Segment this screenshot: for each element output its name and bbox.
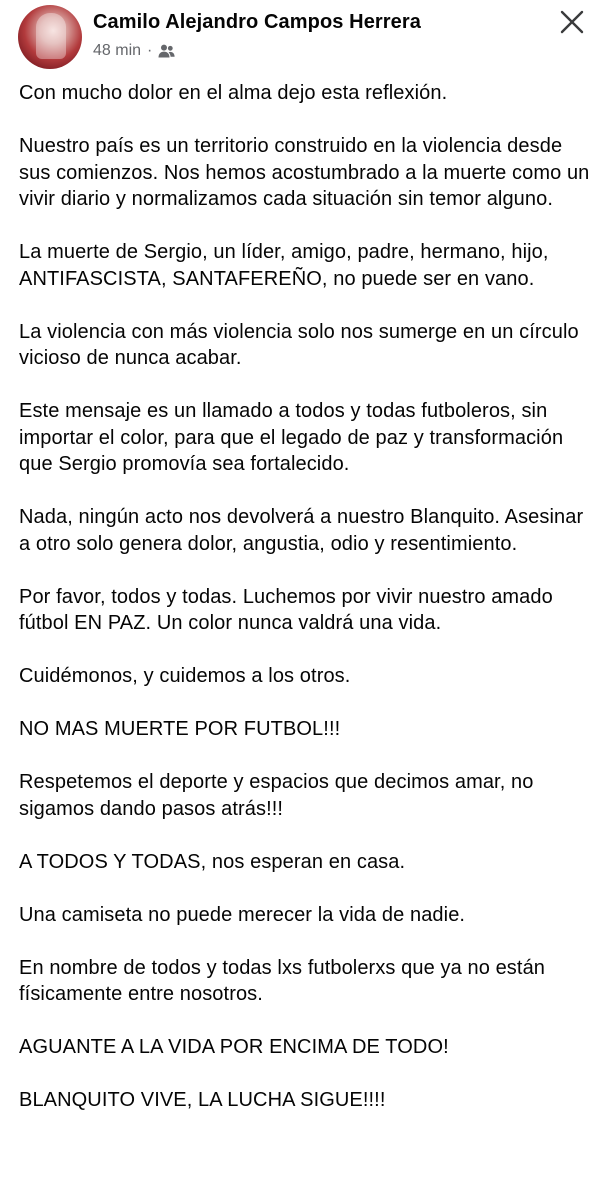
post-paragraph: AGUANTE A LA VIDA POR ENCIMA DE TODO!	[19, 1036, 449, 1058]
post-header	[0, 0, 606, 72]
post-paragraph: A TODOS Y TODAS, nos esperan en casa.	[19, 850, 406, 873]
avatar-figure	[36, 13, 66, 59]
post-paragraph: La muerte de Sergio, un líder, amigo, padre, hermano, hijo, ANTIFASCISTA, SANTAFEREÑO, no puede ser en vano.	[19, 241, 549, 290]
post-paragraph: Una camiseta no puede merecer la vida de nadie.	[19, 903, 466, 926]
post-paragraph: Este mensaje es un llamado a todos y todas futboleros, sin importar el color, para que el legado de paz y transformación que Sergio promovía sea fortalecido.	[19, 400, 564, 475]
post-paragraph: BLANQUITO VIVE, LA LUCHA SIGUE!!!!	[19, 1089, 386, 1111]
post-meta	[93, 42, 175, 60]
meta-separator: ·	[147, 42, 153, 59]
post-time[interactable]: 48 min	[93, 42, 142, 59]
author-avatar[interactable]	[18, 5, 82, 69]
post-body	[19, 80, 591, 1140]
post-paragraph: Nada, ningún acto nos devolverá a nuestro Blanquito. Asesinar a otro solo genera dolor, angustia, odio y resentimiento.	[19, 506, 584, 555]
post-paragraph: Cuidémonos, y cuidemos a los otros.	[19, 665, 351, 687]
author-name[interactable]: Camilo Alejandro Campos Herrera	[93, 11, 422, 33]
post-paragraph: Respetemos el deporte y espacios que decimos amar, no sigamos dando pasos atrás!!!	[19, 771, 534, 820]
post-paragraph: La violencia con más violencia solo nos sumerge en un círculo vicioso de nunca acabar.	[19, 320, 579, 369]
post-paragraph: Con mucho dolor en el alma dejo esta reflexión.	[19, 82, 448, 104]
post-paragraph: Nuestro país es un territorio construido en la violencia desde sus comienzos. Nos hemos acostumbrado a la muerte como un vivir diario y normalizamos cada situación sin temor alguno.	[19, 135, 590, 210]
post-paragraph: Por favor, todos y todas. Luchemos por vivir nuestro amado fútbol EN PAZ. Un color nunca valdrá una vida.	[19, 585, 553, 634]
post-paragraph: NO MAS MUERTE POR FUTBOL!!!	[19, 718, 341, 740]
post-paragraph: En nombre de todos y todas lxs futbolerxs que ya no están físicamente entre nosotros.	[19, 956, 546, 1005]
friends-icon[interactable]	[158, 44, 175, 58]
close-icon[interactable]	[558, 8, 586, 36]
